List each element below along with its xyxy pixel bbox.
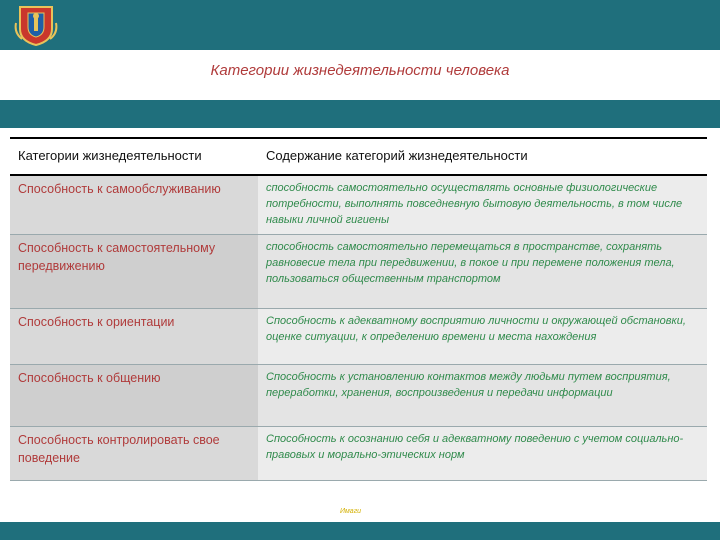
header-content: Содержание категорий жизнедеятельности [258, 138, 707, 175]
table-row [10, 175, 707, 235]
table-row [10, 427, 707, 481]
coat-of-arms-icon [14, 3, 58, 47]
header-bar [0, 0, 720, 50]
divider-bar [0, 100, 720, 128]
row-content: способность самостоятельно перемещаться в пространстве, сохранять равновесие тела при передвижении, в покое и при перемене положения тела, пользоваться общественным транспортом [258, 235, 707, 309]
footer-note: Имаги [340, 508, 362, 515]
row-content: Способность к адекватному восприятию личности и окружающей обстановки, оценке ситуации, к определению времени и места нахождения [258, 309, 707, 365]
table-row [10, 309, 707, 365]
table-row [10, 365, 707, 427]
row-content: способность самостоятельно осуществлять основные физиологические потребности, выполнять повседневную бытовую деятельность, в том числе навыки личной гигиены [258, 175, 707, 235]
row-content: Способность к установлению контактов между людьми путем восприятия, переработки, хранения, воспроизведения и передачи информации [258, 365, 707, 427]
row-content: Способность к осознанию себя и адекватному поведению с учетом социально-правовых и морально-этических норм [258, 427, 707, 481]
table-header-row [10, 138, 707, 175]
table-row [10, 235, 707, 309]
row-category: Способность к самообслуживанию [10, 175, 258, 235]
categories-table [10, 137, 707, 481]
page-title: Категории жизнедеятельности человека [210, 62, 510, 79]
row-category: Способность контролировать свое поведение [10, 427, 258, 481]
footer-bar [0, 522, 720, 540]
row-category: Способность к самостоятельному передвижению [10, 235, 258, 309]
row-category: Способность к общению [10, 365, 258, 427]
header-categories: Категории жизнедеятельности [10, 138, 258, 175]
row-category: Способность к ориентации [10, 309, 258, 365]
